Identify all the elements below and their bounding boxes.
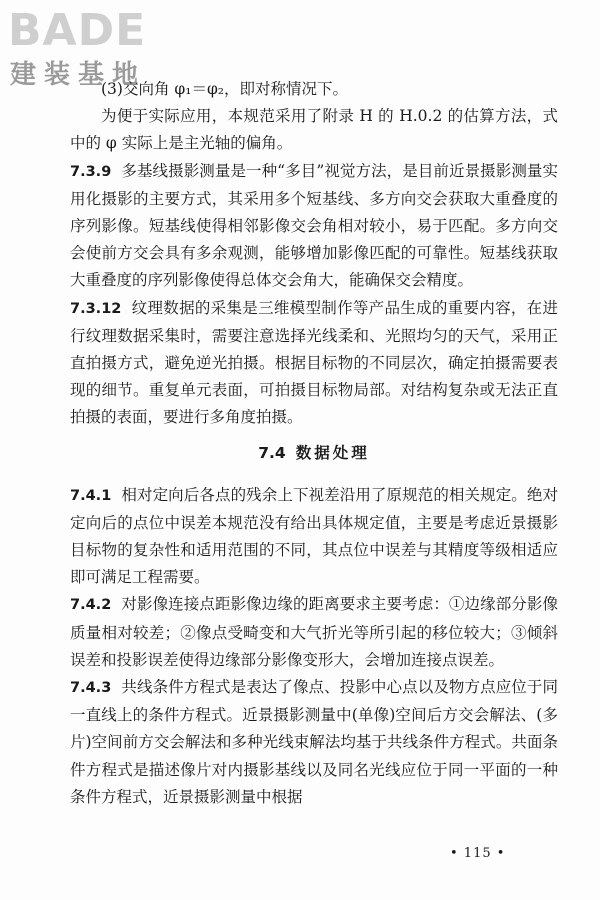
clause-7-3-9 [70, 158, 558, 295]
clause-text: 共线条件方程式是表达了像点、投影中心点以及物方点应位于同一直线上的条件方程式。近景摄影测量中(单像)空间后方交会解法、(多片)空间前方交会解法和多种光线束解法均基于共线条件方程式。共面条件方程式是描述像片对内摄影基线以及同名光线应位于同一平面的一种条件方程式，近景摄影测量中根据 [70, 678, 558, 806]
clause-7-4-1 [70, 482, 558, 592]
clause-number: 7.4.1 [70, 487, 112, 504]
clause-number: 7.4.3 [70, 680, 112, 697]
clause-text: 纹理数据的采集是三维模型制作等产品生成的重要内容，在进行纹理数据采集时，需要注意选择光线柔和、光照均匀的天气，采用正直拍摄方式，避免逆光拍摄。根据目标物的不同层次，确定拍摄需要表现的细节。重复单元表面，可拍摄目标物局部。对结构复杂或无法正直拍摄的表面，要进行多角度拍摄。 [70, 298, 558, 427]
intro-line: (3)交向角 φ₁＝φ₂，即对称情况下。 [101, 80, 349, 98]
watermark-subtitle: 建装基地 [10, 60, 147, 90]
body-text [70, 76, 558, 811]
clause-7-4-2 [70, 591, 558, 674]
clause-number: 7.4.2 [70, 597, 112, 614]
clause-text: 多基线摄影测量是一种“多目”视觉方法，是目前近景摄影测量实用化摄影的主要方式，其采用多个短基线、多方向交会获取大重叠度的序列影像。短基线使得相邻影像交会角相对较小，易于匹配。多方向交会使前方交会具有多余观测，能够增加影像匹配的可靠性。短基线获取大重叠度的序列影像使得总体交会角大，能确保交会精度。 [70, 161, 558, 290]
clause-7-3-12 [70, 295, 558, 432]
clause-7-4-3 [70, 674, 558, 811]
section-heading [70, 438, 558, 468]
watermark-brand: BADE [8, 5, 147, 56]
section-title: 数据处理 [295, 443, 370, 462]
clause-text: 对影像连接点距影像边缘的距离要求主要考虑：①边缘部分影像质量相对较差；②像点受畸变和大气折光等所引起的移位较大；③倾斜误差和投影误差使得边缘部分影像变形大，会增加连接点误差。 [70, 595, 558, 669]
clause-number: 7.3.9 [70, 163, 112, 180]
page-number: • 115 • [450, 846, 506, 861]
clause-number: 7.3.12 [70, 300, 122, 317]
intro-paragraph: 为便于实际应用，本规范采用了附录 H 的 H.0.2 的估算方法，式中的 φ 实际上是主光轴的偏角。 [70, 107, 558, 153]
clause-text: 相对定向后各点的残余上下视差沿用了原规范的相关规定。绝对定向后的点位中误差本规范没有给出具体规定值，主要是考虑近景摄影目标物的复杂性和适用范围的不同，其点位中误差与其精度等级相适应即可满足工程需要。 [70, 485, 558, 587]
section-number: 7.4 [258, 443, 286, 462]
